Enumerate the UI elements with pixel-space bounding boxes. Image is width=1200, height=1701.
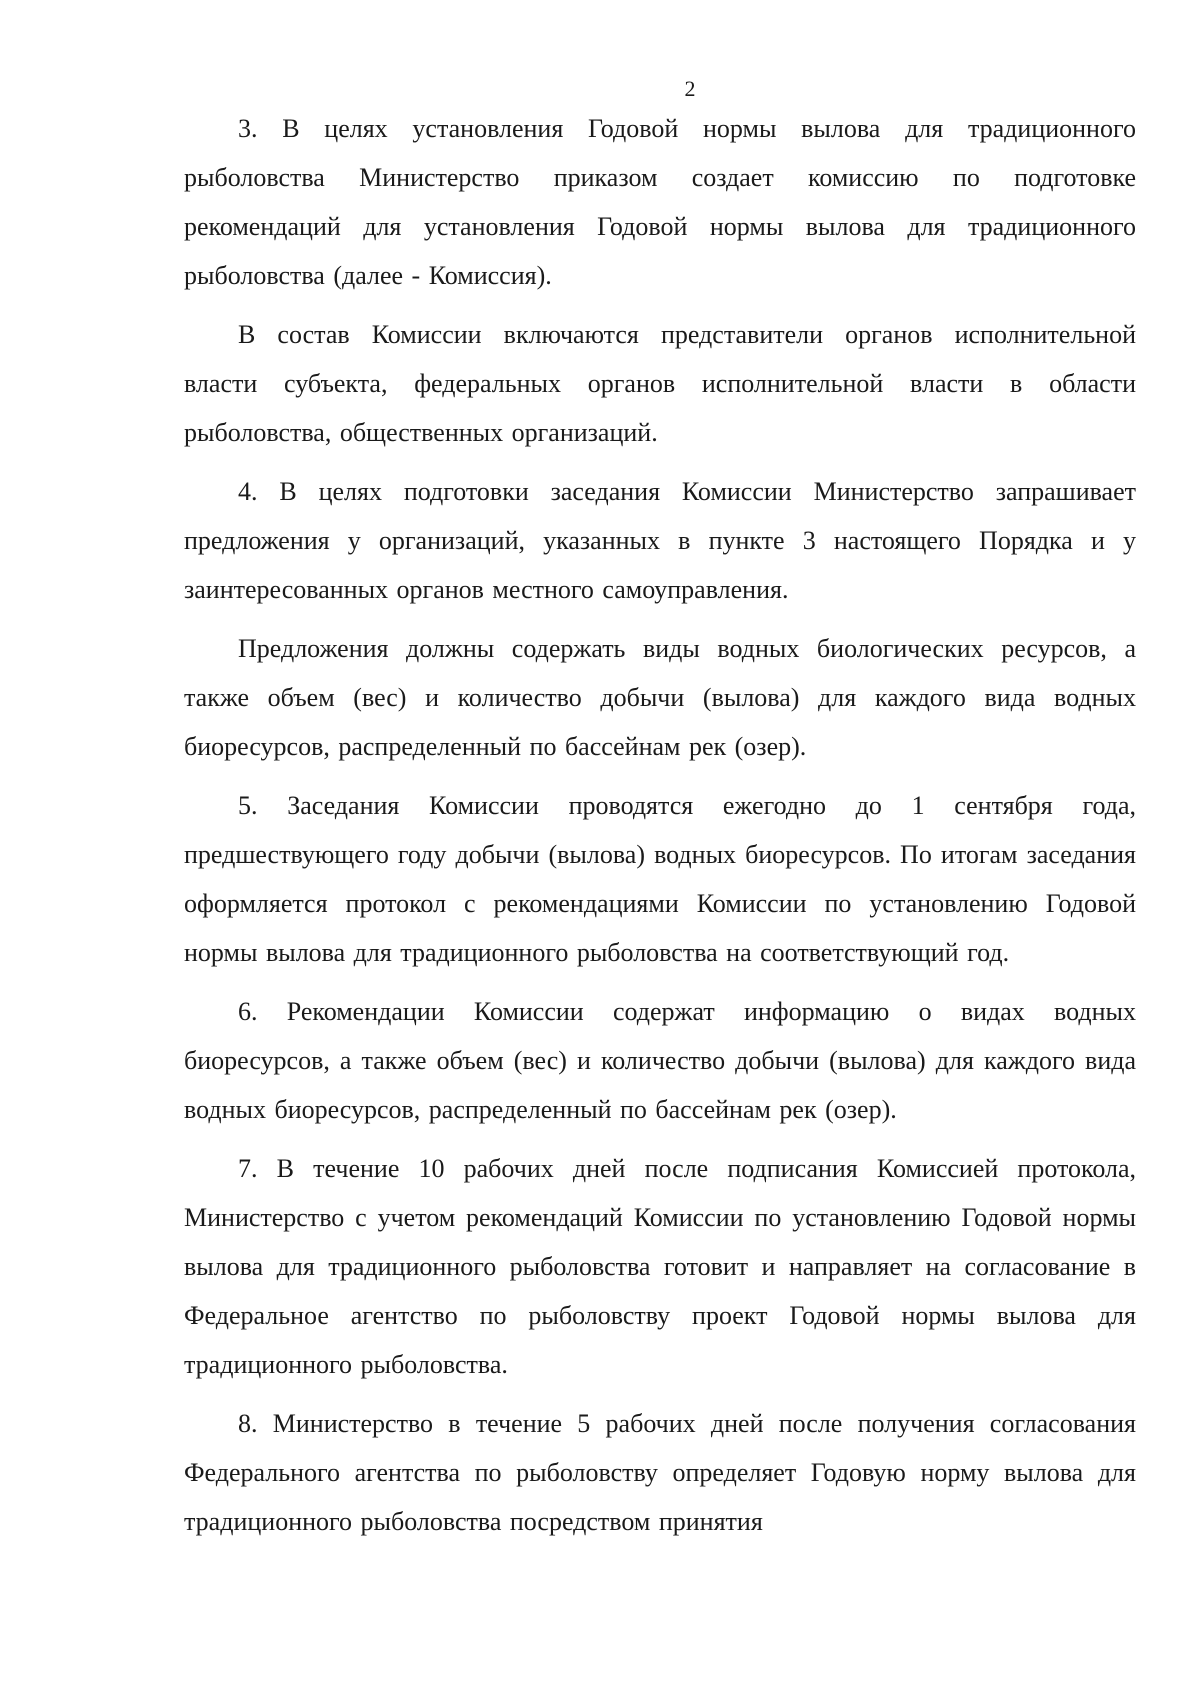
paragraph-7: 7. В течение 10 рабочих дней после подписания Комиссией протокола, Министерство с учетом рекомендаций Комиссии по установлению Годовой нормы вылова для традиционного рыболовства готовит и направляет на согласование в Федеральное агентство по рыболовству проект Годовой нормы вылова для традиционного рыболовства. <box>184 1154 1136 1379</box>
paragraph-5: 5. Заседания Комиссии проводятся ежегодно до 1 сентября года, предшествующего году добычи (вылова) водных биоресурсов. По итогам заседания оформляется протокол с рекомендациями Комиссии по установлению Годовой нормы вылова для традиционного рыболовства на соответствующий год. <box>184 791 1136 967</box>
paragraph-proposals-content: Предложения должны содержать виды водных биологических ресурсов, а также объем (вес) и количество добычи (вылова) для каждого вида водных биоресурсов, распределенный по бассейнам рек (озер). <box>184 634 1136 761</box>
paragraph-3: 3. В целях установления Годовой нормы вылова для традиционного рыболовства Министерство приказом создает комиссию по подготовке рекомендаций для установления Годовой нормы вылова для традиционного рыболовства (далее - Комиссия). <box>184 114 1136 290</box>
paragraph-commission-composition: В состав Комиссии включаются представители органов исполнительной власти субъекта, федеральных органов исполнительной власти в области рыболовства, общественных организаций. <box>184 320 1136 447</box>
document-body <box>184 104 1136 1546</box>
page-number: 2 <box>684 76 696 101</box>
paragraph-8: 8. Министерство в течение 5 рабочих дней после получения согласования Федерального агентства по рыболовству определяет Годовую норму вылова для традиционного рыболовства посредством принятия <box>184 1409 1136 1536</box>
paragraph-6: 6. Рекомендации Комиссии содержат информацию о видах водных биоресурсов, а также объем (вес) и количество добычи (вылова) для каждого вида водных биоресурсов, распределенный по бассейнам рек (озер). <box>184 997 1136 1124</box>
paragraph-4: 4. В целях подготовки заседания Комиссии Министерство запрашивает предложения у организаций, указанных в пункте 3 настоящего Порядка и у заинтересованных органов местного самоуправления. <box>184 477 1136 604</box>
